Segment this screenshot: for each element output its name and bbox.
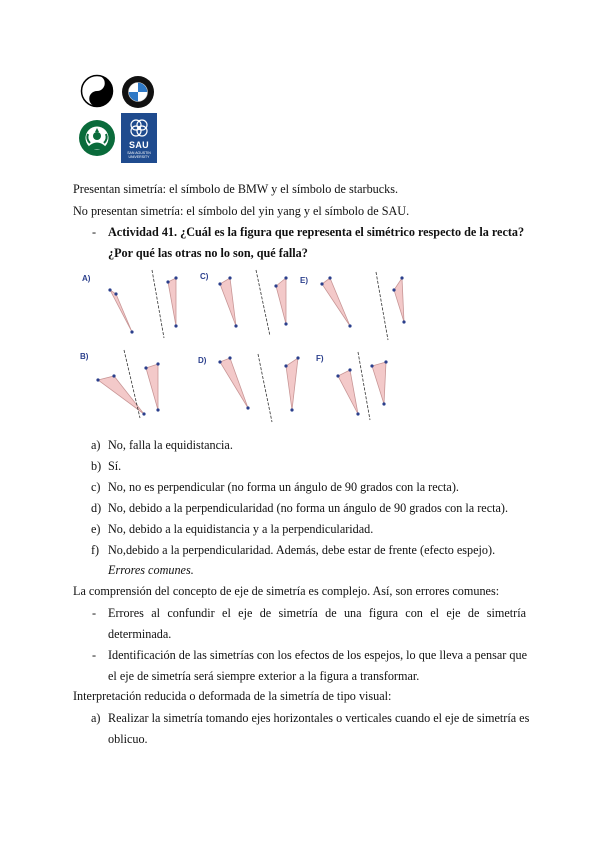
sau-logo [121, 113, 157, 163]
intro-symmetric: Presentan simetría: el símbolo de BMW y el símbolo de starbucks. [73, 182, 399, 196]
activity-question: ¿Por qué las otras no lo son, qué falla? [108, 246, 308, 260]
error-text-2-line2: el eje de simetría será siempre exterior a la figura a transformar. [108, 669, 420, 683]
shape-b-reflected [146, 364, 158, 410]
answer-text-e: No, debido a la equidistancia y a la perpendicularidad. [108, 522, 374, 536]
answer-marker-f: f) [91, 543, 100, 557]
figure-label-f: F) [316, 354, 324, 363]
answer-text-a: No, falla la equidistancia. [108, 438, 233, 452]
answer-marker-a: a) [91, 438, 101, 452]
symmetry-figure-drawing [72, 266, 422, 426]
sau-logo-subtitle: SAN AGUSTIN UNIVERSITY [127, 151, 151, 159]
shape-b-original [98, 376, 144, 414]
intro-not-symmetric: No presentan simetría: el símbolo del yin yang y el símbolo de SAU. [73, 204, 410, 218]
shape-c-original [220, 278, 236, 326]
shape-d-original [220, 358, 248, 408]
activity-title: Actividad 41. ¿Cuál es la figura que representa el simétrico respecto de la recta? [108, 225, 525, 239]
error-text-2-line1: Identificación de las simetrías con los efectos de los espejos, lo que lleva a pensar que [108, 648, 527, 662]
shape-f-original [338, 370, 358, 414]
shape-a-original [110, 290, 132, 332]
answer-marker-e: e) [91, 522, 101, 536]
figure-label-e: E) [300, 276, 308, 285]
error-text-1-line1: Errores al confundir el eje de simetría de una figura con el eje de simetría [108, 606, 526, 620]
last-item-line2: oblicuo. [108, 732, 148, 746]
axis-b [124, 350, 140, 418]
activity-bullet: - [92, 225, 97, 239]
comprehension-text: La comprensión del concepto de eje de simetría es complejo. Así, son errores comunes: [73, 584, 500, 598]
error-bullet-1: - [92, 606, 97, 620]
answer-marker-d: d) [91, 501, 102, 515]
shape-d-reflected [286, 358, 298, 410]
answer-text-b: Sí. [108, 459, 122, 473]
shape-a-reflected [168, 278, 176, 326]
shape-c-reflected [276, 278, 286, 324]
sau-logo-name: SAU [129, 140, 149, 150]
shape-f-reflected [372, 362, 386, 404]
answer-text-c: No, no es perpendicular (no forma un ángulo de 90 grados con la recta). [108, 480, 459, 494]
last-item-line1: Realizar la simetría tomando ejes horizontales o verticales cuando el eje de simetría es [108, 711, 530, 725]
starbucks-logo [78, 117, 116, 159]
figure-label-a: A) [82, 274, 91, 283]
axis-f [358, 352, 370, 420]
answer-marker-b: b) [91, 459, 102, 473]
symmetry-figure [72, 266, 422, 426]
answer-text-d: No, debido a la perpendicularidad (no forma un ángulo de 90 grados con la recta). [108, 501, 509, 515]
answer-marker-c: c) [91, 480, 101, 494]
axis-c [256, 270, 270, 336]
yin-yang-logo [80, 74, 114, 108]
axis-d [258, 354, 272, 422]
interpretation-text: Interpretación reducida o deformada de la simetría de tipo visual: [73, 689, 392, 703]
error-bullet-2: - [92, 648, 97, 662]
shape-e-original [322, 278, 350, 326]
error-text-1-line2: determinada. [108, 627, 172, 641]
figure-label-c: C) [200, 272, 209, 281]
shape-e-reflected [394, 278, 404, 322]
sau-emblem-icon [128, 117, 150, 139]
axis-e [376, 272, 388, 340]
figure-label-b: B) [80, 352, 89, 361]
axis-a [152, 270, 164, 338]
figure-label-d: D) [198, 356, 207, 365]
errors-heading: Errores comunes. [108, 563, 194, 577]
bmw-logo [121, 75, 155, 109]
last-item-marker: a) [91, 711, 101, 725]
answer-text-f: No,debido a la perpendicularidad. Además, debe estar de frente (efecto espejo). [108, 543, 496, 557]
